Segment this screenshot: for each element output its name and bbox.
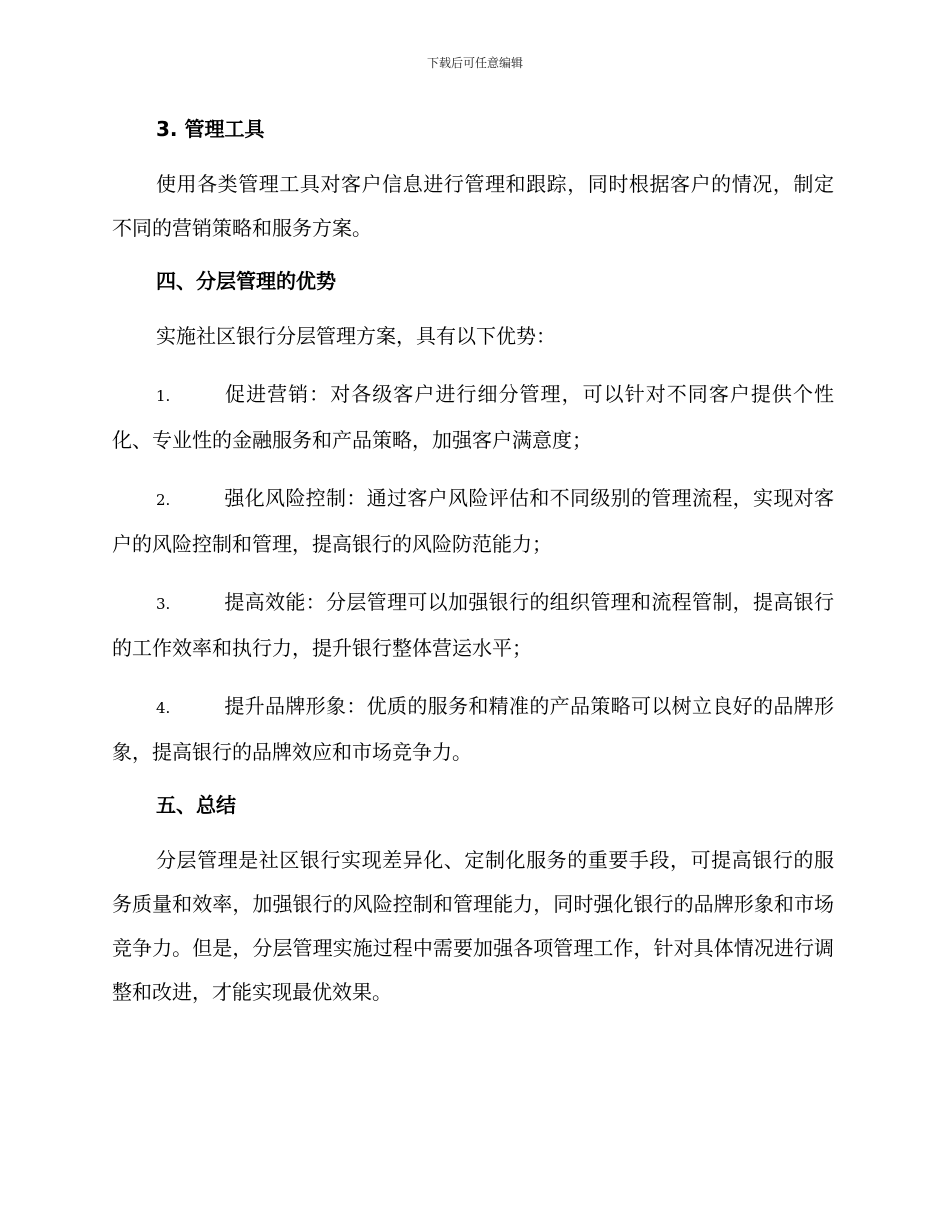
- paragraph-advantages-intro: 实施社区银行分层管理方案，具有以下优势：: [156, 324, 556, 348]
- list-number: 3.: [156, 595, 171, 613]
- header-note: 下载后可任意编辑: [426, 56, 523, 70]
- list-item: [112, 580, 834, 670]
- list-number: 4.: [156, 699, 171, 717]
- paragraph-summary: 分层管理是社区银行实现差异化、定制化服务的重要手段，可提高银行的服务质量和效率，加强银行的风险控制和管理能力，同时强化银行的品牌形象和市场竞争力。但是，分层管理实施过程中需要加强各项管理工作，针对具体情况进行调整和改进，才能实现最优效果。: [112, 848, 834, 1004]
- heading-summary: 五、总结: [156, 793, 236, 817]
- document-body: [112, 112, 834, 1014]
- list-item: [112, 372, 834, 462]
- list-item-text: 强化风险控制：通过客户风险评估和不同级别的管理流程，实现对客户的风险控制和管理，提高银行的风险防范能力；: [112, 486, 834, 556]
- list-item-text: 提高效能：分层管理可以加强银行的组织管理和流程管制，提高银行的工作效率和执行力，提升银行整体营运水平；: [112, 590, 834, 660]
- list-number: 1.: [156, 387, 171, 405]
- paragraph-management-tools: 使用各类管理工具对客户信息进行管理和跟踪，同时根据客户的情况，制定不同的营销策略和服务方案。: [112, 172, 834, 240]
- list-item-text: 促进营销：对各级客户进行细分管理，可以针对不同客户提供个性化、专业性的金融服务和产品策略，加强客户满意度；: [112, 382, 834, 452]
- heading-advantages: 四、分层管理的优势: [156, 269, 336, 293]
- heading-management-tools: 3. 管理工具: [156, 117, 265, 141]
- list-item: [112, 684, 834, 774]
- list-number: 2.: [156, 491, 171, 509]
- list-item: [112, 476, 834, 566]
- list-item-text: 提升品牌形象：优质的服务和精准的产品策略可以树立良好的品牌形象，提高银行的品牌效应和市场竞争力。: [112, 694, 834, 764]
